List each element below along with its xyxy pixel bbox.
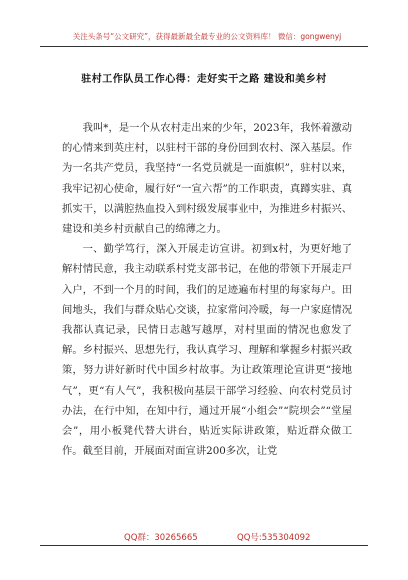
header-divider <box>40 46 368 47</box>
header-banner: 关注头条号“公文研究”，获得最新最全最专业的公文资料库！ 微信：gongwenyj <box>72 32 342 41</box>
paragraph: 一、勤学笃行，深入开展走访宣讲。初到x村，为更好地了解村情民意，我主动联系村党支部书记，在他的带领下开展走戸入户，不到一个月的时间，我们的足迹遍布村里的每家每户。田间地头，我们与群众贴心交谈，拉家常问冷暖，每一户家庭情况我都认真记录，民情日志越写越厚，对村里面的情况也愈发了解。乡村振兴、思想先行，我认真学习、理解和掌握乡村振兴政策，努力讲好新时代中国乡村故事。为让政策理论宣讲更“接地气”，更“有人气”，我积极向基层干部学习经验、向农村党员讨办法，在行中知，在知中行，通过开展“小组会”“院坝会”“堂屋会”，用小板凳代替大讲台，贴近实际讲政策，贴近群众做工作。截至目前，开展面对面宣讲200多次，让党 <box>62 243 352 458</box>
qq-number-text: QQ号:535304092 <box>237 533 311 543</box>
paragraph: 我叫*，是一个从农村走出来的少年，2023年，我怀着激动的心情来到英庄村，以驻村干部的身份回到农村、深入基层。作为一名共产党员，我坚持“一名党员就是一面旗帜”，驻村以来，我牢记初心使命，履行好“一宣六帮”的工作职责，真蹲实驻、真抓实干，以满腔热血投入到村级发展事业中，为推进乡村振兴、建设和美乡村贡献自己的绵薄之力。 <box>62 122 352 236</box>
footer-divider <box>40 545 368 546</box>
qq-group-text: QQ群：30265665 <box>124 533 198 543</box>
document-title: 驻村工作队员工作心得：走好实干之路 建设和美乡村 <box>81 74 327 85</box>
document-body <box>62 118 352 461</box>
